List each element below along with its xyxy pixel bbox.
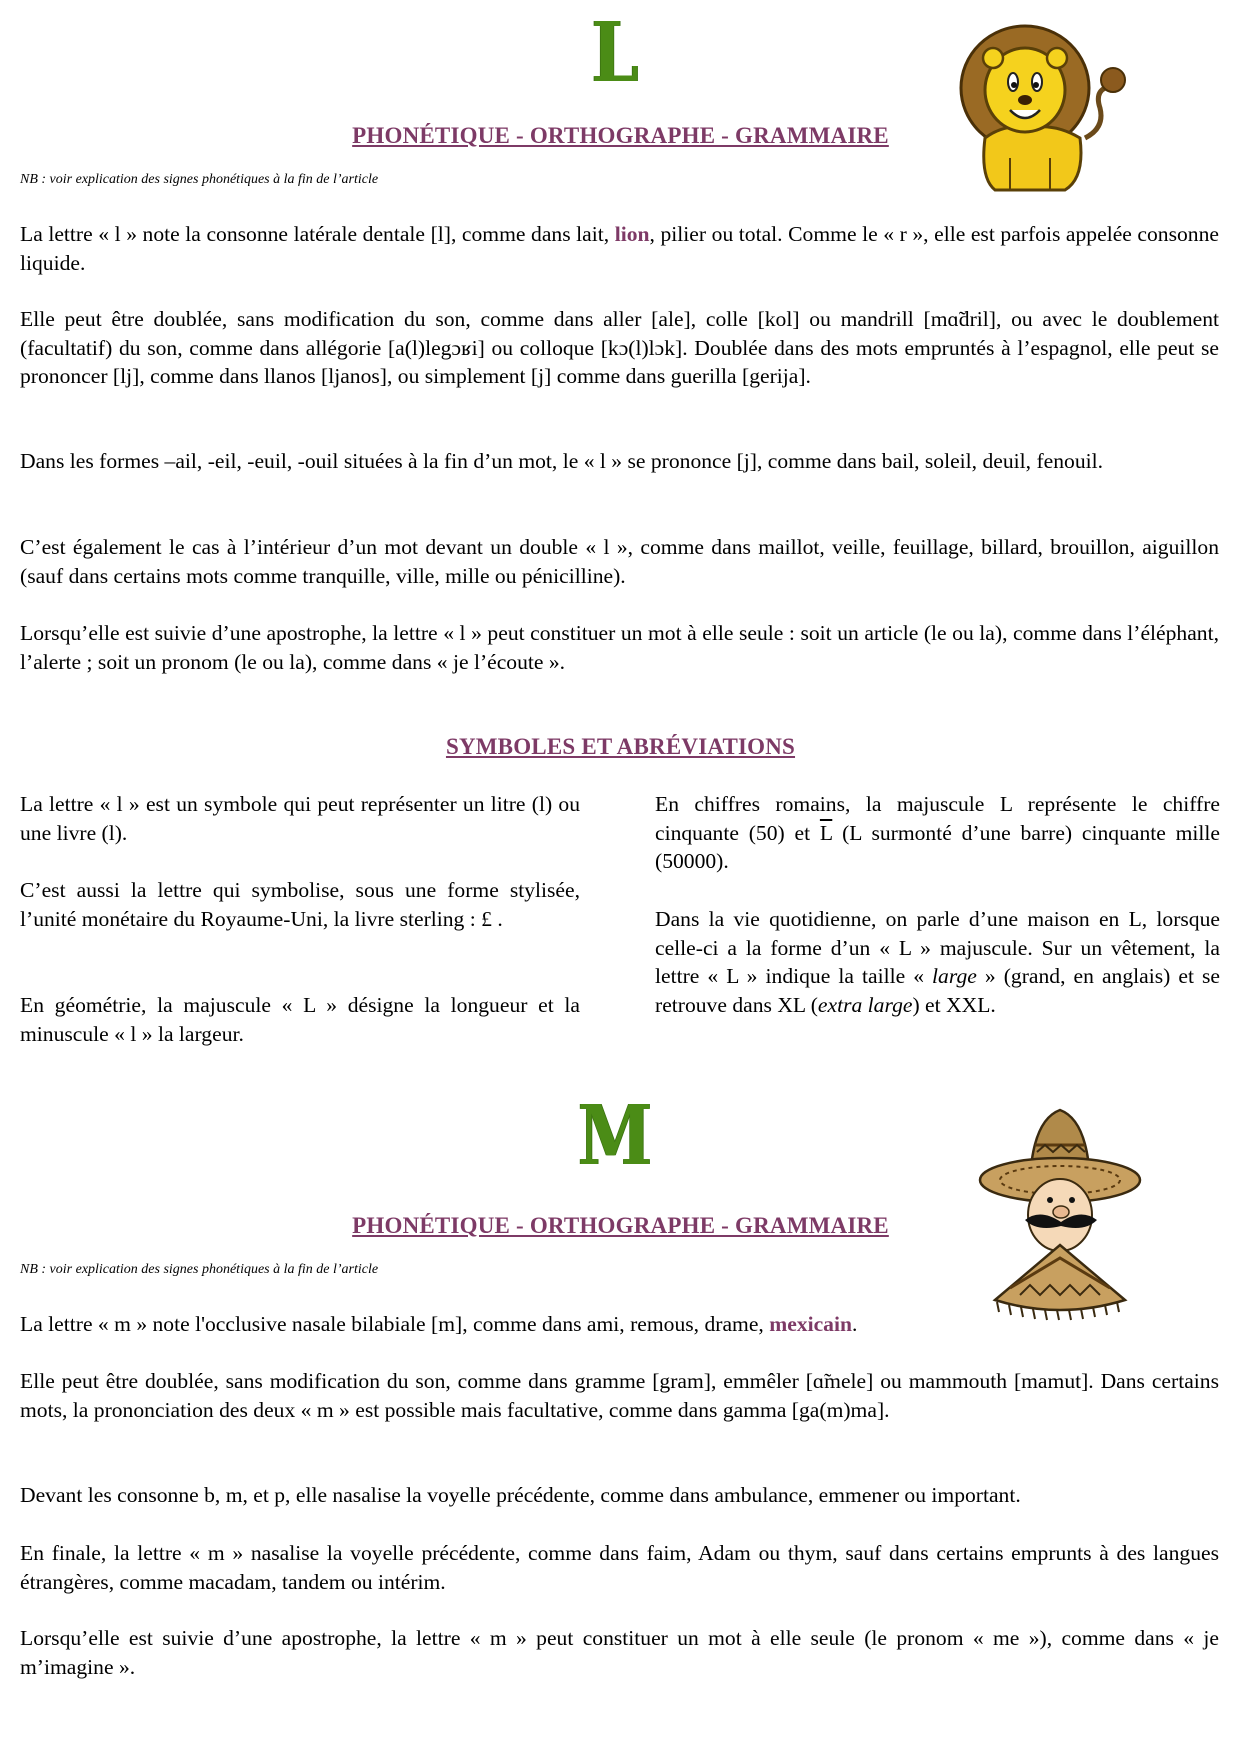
section-m-note: NB : voir explication des signes phonétiques à la fin de l’article [20,1262,379,1277]
section-m-heading: PHONÉTIQUE - ORTHOGRAPHE - GRAMMAIRE [352,1213,889,1238]
symbols-left-paragraph-3: En géométrie, la majuscule « L » désigne la longueur et la minuscule « l » la largeur. [20,993,580,1046]
letter-m-heading: M [577,1088,653,1184]
section-l-paragraph-5: Lorsqu’elle est suivie d’une apostrophe, la lettre « l » peut constituer un mot à elle seule : soit un article (le ou la), comme dans l’éléphant, l’alerte ; soit un pronom (le ou la), comme dans « je l’écoute ». [20,621,1219,674]
symbols-right-paragraph-1: En chiffres romains, la majuscule L représente le chiffre cinquante (50) et $\overline{L}$ (L surmonté d’une barre) cinquante mille (50000). [655,792,1221,873]
section-l-note: NB : voir explication des signes phonétiques à la fin de l’article [20,172,379,187]
section-l-paragraph-2: Elle peut être doublée, sans modification du son, comme dans aller [ale], colle [kol] ou mandrill [mɑ̃dril], ou avec le doublement (facultatif) du son, comme dans allégorie [a(l)legɔʁi] ou colloque [kɔ(l)lɔk]. Doublée dans des mots empruntés à l’espagnol, elle peut se prononcer [lj], comme dans llanos [ljanos], ou simplement [j] comme dans guerilla [gerija]. [20,307,1219,388]
overlined-l: $\overline{L}$ [819,820,833,845]
symbols-right-paragraph-2: Dans la vie quotidienne, on parle d’une maison en L, lorsque celle-ci a la forme d’un « L » majuscule. Sur un vêtement, la lettre « L » indique la taille « large » (grand, en anglais) et se retrouve dans XL (extra large) et XXL. [655,907,1220,1017]
letter-l-heading: L [591,5,639,101]
section-m-paragraph-5: Lorsqu’elle est suivie d’une apostrophe, la lettre « m » peut constituer un mot à elle seule (le pronom « me »), comme dans « je m’imagine ». [20,1626,1219,1679]
section-l-heading: PHONÉTIQUE - ORTHOGRAPHE - GRAMMAIRE [352,123,889,148]
section-l-paragraph-4: C’est également le cas à l’intérieur d’un mot devant un double « l », comme dans maillot, veille, feuillage, billard, brouillon, aiguillon (sauf dans certains mots comme tranquille, ville, mille ou pénicilline). [20,535,1219,588]
keyword-mexicain: mexicain [769,1312,852,1336]
symbols-heading: SYMBOLES ET ABRÉVIATIONS [445,734,796,759]
keyword-lion: lion [614,222,650,246]
section-l-paragraph-1: La lettre « l » note la consonne latérale dentale [l], comme dans lait, lion, pilier ou total. Comme le « r », elle est parfois appelée consonne liquide. [20,222,1219,275]
section-l-paragraph-3: Dans les formes –ail, -eil, -euil, -ouil situées à la fin d’un mot, le « l » se prononce [j], comme dans bail, soleil, deuil, fenouil. [20,449,1104,473]
symbols-left-paragraph-2: C’est aussi la lettre qui symbolise, sous une forme stylisée, l’unité monétaire du Royaume-Uni, la livre sterling : £ . [20,878,580,931]
lion-icon [955,18,1140,198]
section-m-paragraph-4: En finale, la lettre « m » nasalise la voyelle précédente, comme dans faim, Adam ou thym, sauf dans certains emprunts à des langues étrangères, comme macadam, tandem ou intérim. [20,1541,1219,1594]
symbols-left-paragraph-1: La lettre « l » est un symbole qui peut représenter un litre (l) ou une livre (l). [20,792,580,845]
section-m-paragraph-3: Devant les consonne b, m, et p, elle nasalise la voyelle précédente, comme dans ambulance, emmener ou important. [20,1483,1021,1507]
section-m-paragraph-2: Elle peut être doublée, sans modification du son, comme dans gramme [gram], emmêler [ɑ̃mele] ou mammouth [mamut]. Dans certains mots, la prononciation des deux « m » est possible mais facultative, comme dans gamma [ga(m)ma]. [20,1369,1219,1422]
section-m-paragraph-1: La lettre « m » note l'occlusive nasale bilabiale [m], comme dans ami, remous, drame, mexicain. [20,1312,858,1336]
